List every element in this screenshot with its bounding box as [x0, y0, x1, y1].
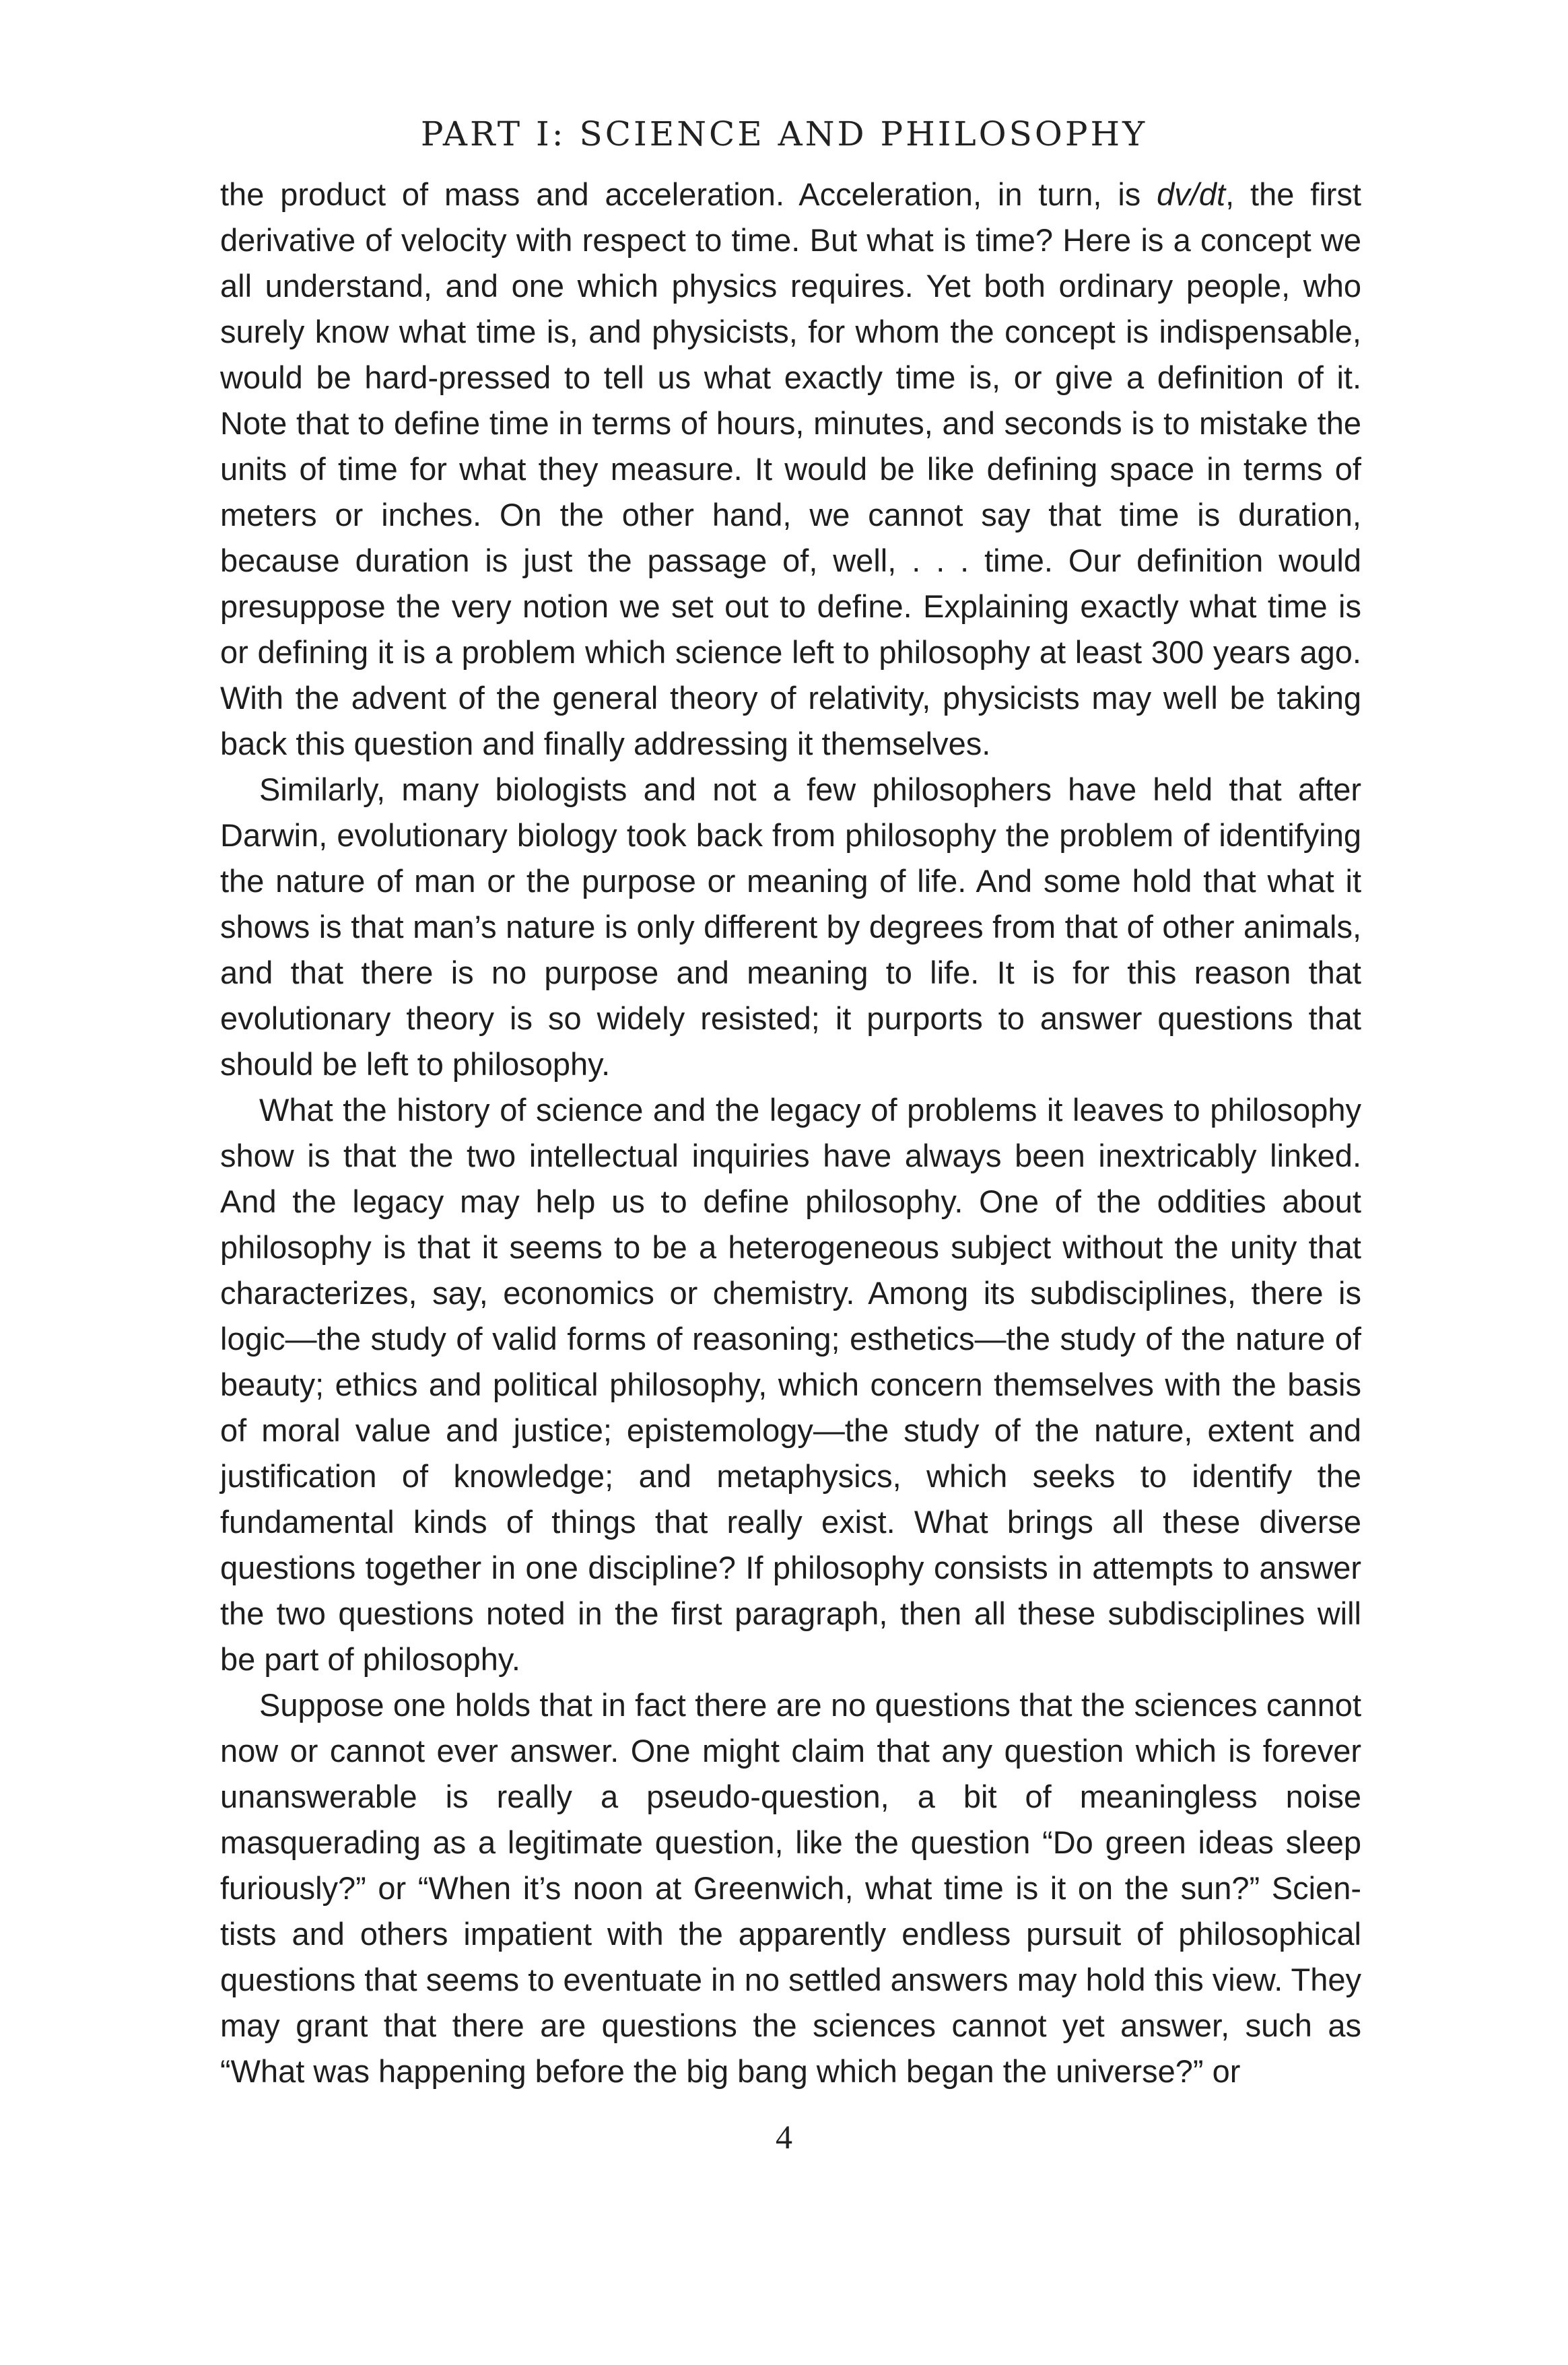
paragraph-1	[220, 172, 1361, 767]
paragraph-1-text-b: , the first derivative of velocity with respect to time. But what is time? Here is a concept we all understand, and one which physics requires. Yet both ordinary people, who surely know what time is, and physicists, for whom the concept is indispensable, would be hard-pressed to tell us what exactly time is, or give a definition of it. Note that to define time in terms of hours, minutes, and seconds is to mistake the units of time for what they measure. It would be like defining space in terms of meters or inches. On the other hand, we cannot say that time is duration, because duration is just the passage of, well, . . . time. Our definition would presuppose the very notion we set out to define. Explaining exactly what time is or defining it is a problem which science left to philosophy at least 300 years ago. With the advent of the general theory of relativity, physicists may well be taking back this question and finally addressing it themselves.	[220, 176, 1361, 761]
running-head: PART I: SCIENCE AND PHILOSOPHY	[420, 114, 1148, 153]
paragraph-3: What the history of science and the legacy of problems it leaves to philosophy show is that the two intellectual inquiries have always been inextricably linked. And the legacy may help us to define philosophy. One of the oddities about philosophy is that it seems to be a heterogeneous subject without the unity that characterizes, say, economics or chemistry. Among its subdisciplines, there is logic—the study of valid forms of reasoning; esthetics—the study of the nature of beauty; ethics and political philosophy, which concern themselves with the basis of moral value and justice; epistemology—the study of the nature, extent and justification of knowledge; and metaphysics, which seeks to identify the fundamental kinds of things that really exist. What brings all these diverse questions together in one discipline? If philosophy consists in attempts to answer the two questions noted in the first paragraph, then all these subdisciplines will be part of philosophy.	[220, 1092, 1361, 1677]
paragraph-2: Similarly, many biologists and not a few philosophers have held that after Darwin, evolutionary biology took back from philosophy the problem of identifying the nature of man or the purpose or meaning of life. And some hold that what it shows is that man’s nature is only different by degrees from that of other animals, and that there is no purpose and meaning to life. It is for this reason that evolutionary theory is so widely resisted; it purports to answer questions that should be left to philosophy.	[220, 772, 1361, 1082]
body-text	[220, 172, 1361, 2094]
paragraph-1-text-a: the product of mass and acceleration. Acceleration, in turn, is	[220, 176, 1157, 212]
paragraph-4: Suppose one holds that in fact there are no questions that the sciences cannot now or cannot ever answer. One might claim that any question which is forever unanswerable is really a pseudo-question, a bit of meaningless noise masquerading as a legitimate question, like the question “Do green ideas sleep furiously?” or “When it’s noon at Greenwich, what time is it on the sun?” Scientists and others impatient with the apparently endless pursuit of philosophical questions that seems to eventuate in no settled answers may hold this view. They may grant that there are questions the sciences cannot yet answer, such as “What was happening before the big bang which began the universe?” or	[220, 1687, 1361, 2089]
derivative-notation: dv/dt	[1157, 176, 1226, 212]
page-number: 4	[776, 2118, 792, 2156]
